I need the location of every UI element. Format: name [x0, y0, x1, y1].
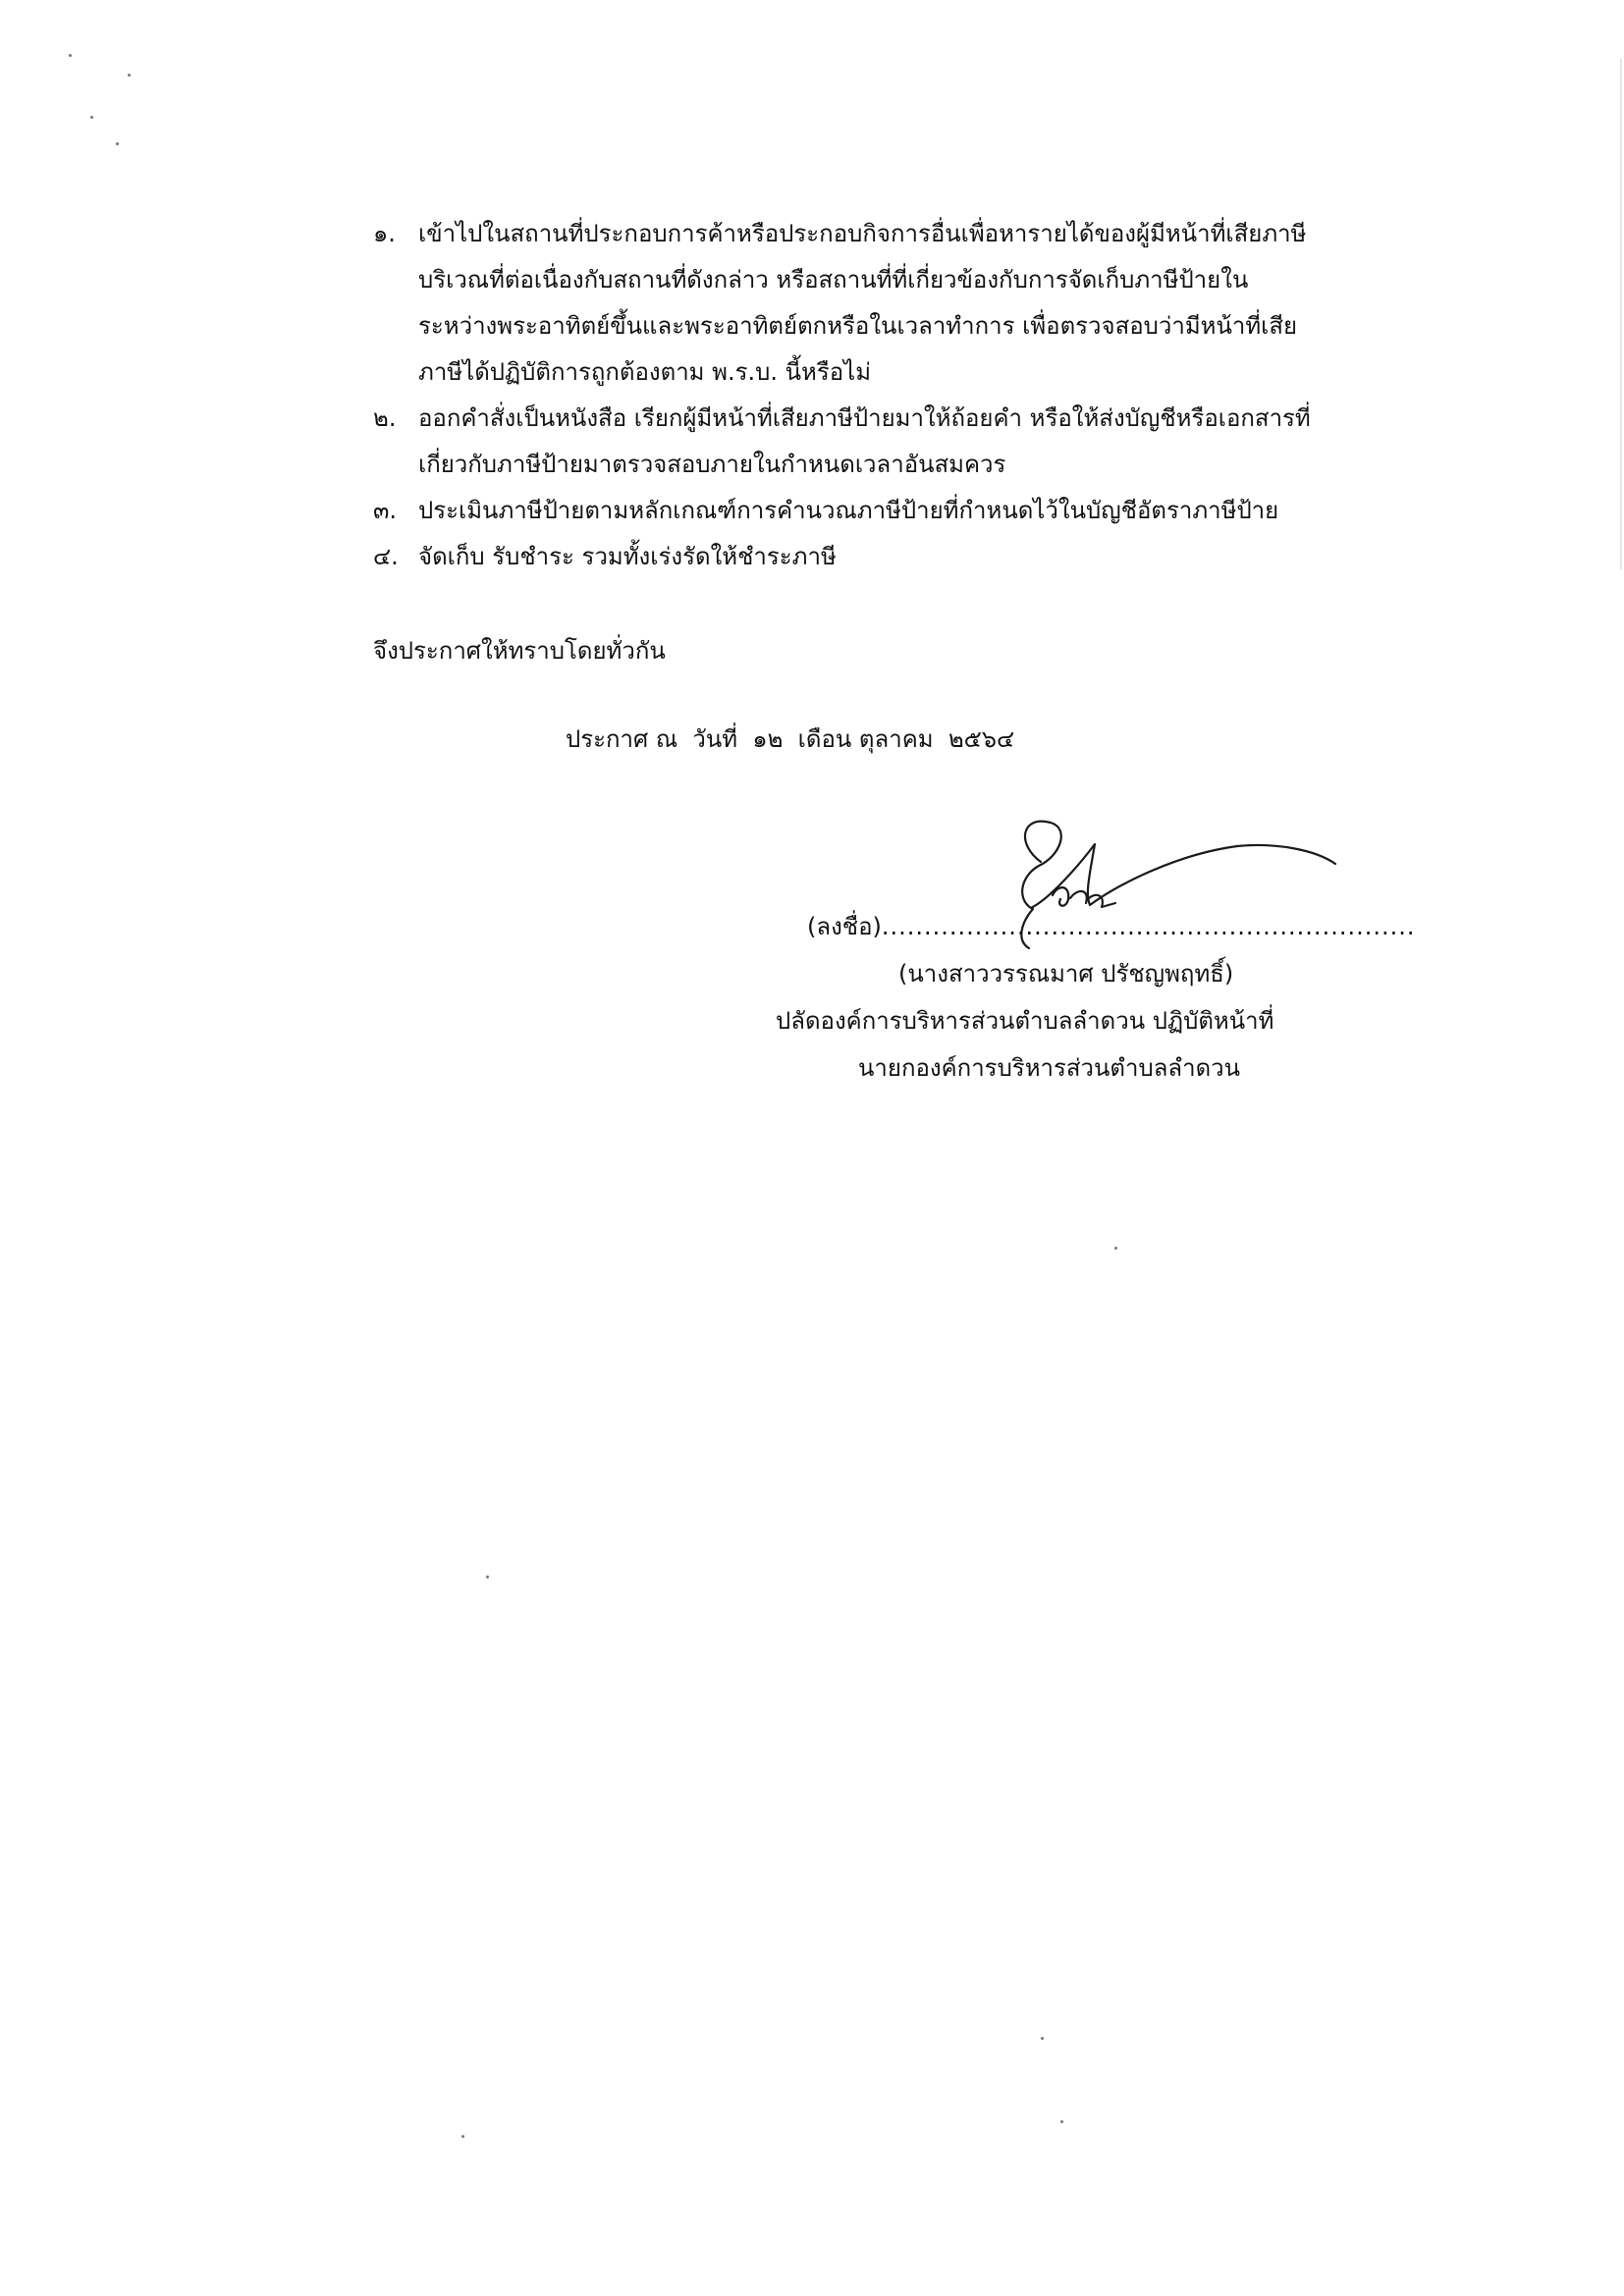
- announcement-text: จึงประกาศให้ทราบโดยทั่วกัน: [373, 637, 666, 665]
- signer-position: ปลัดองค์การบริหารส่วนตำบลลำดวน ปฏิบัติหน้าที่: [776, 1007, 1274, 1035]
- item-line: ระหว่างพระอาทิตย์ขึ้นและพระอาทิตย์ตกหรือในเวลาทำการ เพื่อตรวจสอบว่ามีหน้าที่เสีย: [418, 312, 1298, 340]
- scan-speck: [116, 142, 119, 145]
- list-item: [373, 396, 1429, 488]
- signature-line: [807, 903, 1415, 950]
- scan-speck: [1114, 1247, 1117, 1250]
- scan-speck: [1060, 2120, 1063, 2123]
- item-number: ๔.: [373, 543, 399, 570]
- scan-speck: [1041, 2037, 1044, 2040]
- scan-speck: [486, 1575, 489, 1578]
- sign-label: (ลงชื่อ): [807, 913, 882, 940]
- item-line: ภาษีได้ปฏิบัติการถูกต้องตาม พ.ร.บ. นี้หรือไม่: [418, 358, 872, 386]
- list-item: [373, 211, 1429, 396]
- item-number: ๒.: [373, 404, 397, 432]
- item-line: ประเมินภาษีป้ายตามหลักเกณฑ์การคำนวณภาษีป้ายที่กำหนดไว้ในบัญชีอัตราภาษีป้าย: [418, 497, 1279, 524]
- item-number: ๓.: [373, 497, 398, 524]
- signature-dots: ...............................................................: [881, 913, 1416, 940]
- item-line: เข้าไปในสถานที่ประกอบการค้าหรือประกอบกิจการอื่นเพื่อหารายได้ของผู้มีหน้าที่เสียภาษี: [418, 220, 1307, 247]
- item-line: จัดเก็บ รับชำระ รวมทั้งเร่งรัดให้ชำระภาษี: [418, 543, 837, 570]
- list-item: [373, 534, 1429, 580]
- item-line: เกี่ยวกับภาษีป้ายมาตรวจสอบภายในกำหนดเวลาอันสมควร: [418, 451, 1006, 478]
- scan-speck: [69, 54, 72, 57]
- list-item: [373, 488, 1429, 534]
- item-line: ออกคำสั่งเป็นหนังสือ เรียกผู้มีหน้าที่เสียภาษีป้ายมาให้ถ้อยคำ หรือให้ส่งบัญชีหรือเอกสารที่: [418, 404, 1311, 432]
- item-number: ๑.: [373, 220, 396, 247]
- scan-edge: [1620, 59, 1622, 569]
- item-line: บริเวณที่ต่อเนื่องกับสถานที่ดังกล่าว หรือสถานที่ที่เกี่ยวข้องกับการจัดเก็บภาษีป้ายใน: [418, 266, 1249, 294]
- signer-name: (นางสาววรรณมาศ ปรัชญพฤทธิ์): [898, 960, 1234, 988]
- scan-speck: [90, 116, 93, 119]
- announcement-date: ประกาศ ณ วันที่ ๑๒ เดือน ตุลาคม ๒๕๖๔: [566, 725, 1015, 753]
- signer-position-acting: นายกองค์การบริหารส่วนตำบลลำดวน: [858, 1054, 1241, 1082]
- scan-speck: [461, 2135, 464, 2138]
- scan-speck: [128, 74, 131, 77]
- duty-list: [373, 211, 1429, 580]
